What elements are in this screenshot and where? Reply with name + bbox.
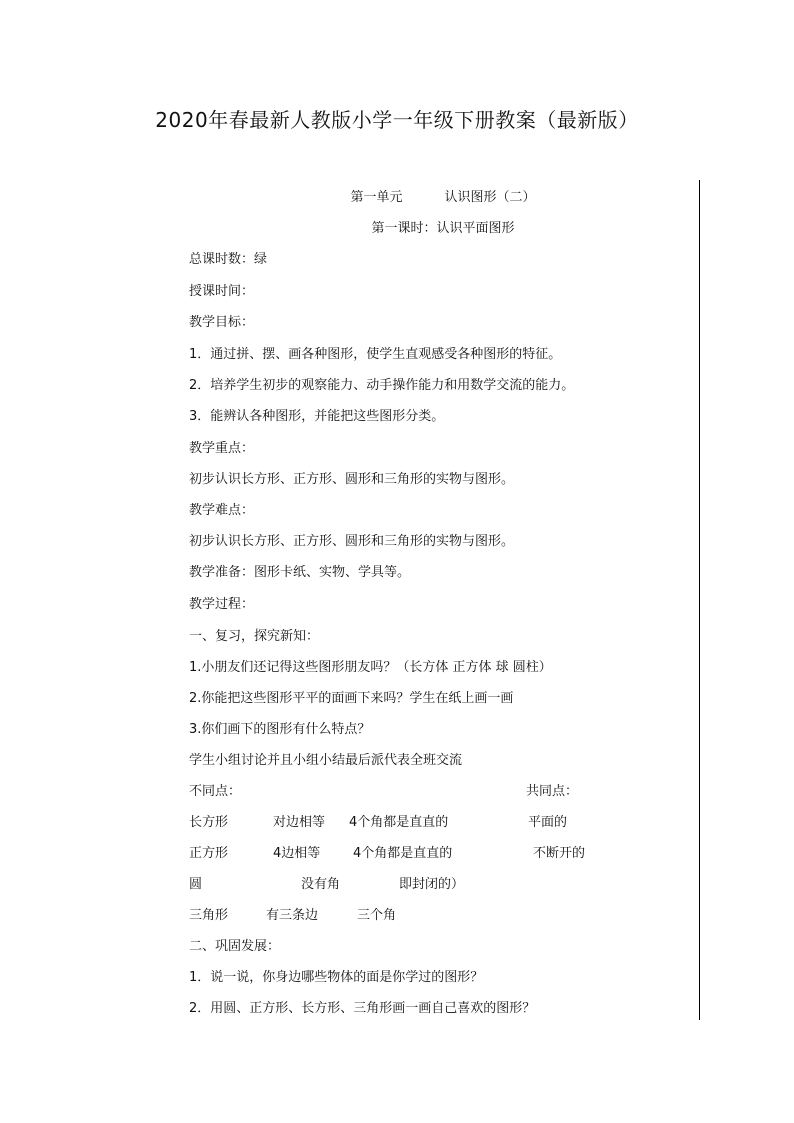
common-closed: 即封闭的） bbox=[399, 877, 465, 892]
rectangle-sides: 对边相等 bbox=[273, 815, 326, 830]
difficulties-heading: 教学难点： bbox=[189, 503, 255, 518]
class-time: 授课时间： bbox=[189, 284, 255, 299]
square-sides: 4边相等 bbox=[273, 846, 321, 861]
common-continuous: 不断开的 bbox=[533, 846, 586, 861]
process-step: 2.你能把这些图形平平的面画下来吗？学生在纸上画一画 bbox=[189, 691, 514, 706]
total-lessons: 总课时数：绿 bbox=[189, 252, 268, 267]
process-step: 3.你们画下的图形有什么特点？ bbox=[189, 722, 371, 737]
process-heading: 教学过程： bbox=[189, 597, 255, 612]
rectangle-name: 长方形 bbox=[189, 815, 229, 830]
goals-heading: 教学目标： bbox=[189, 315, 255, 330]
practice-item: 1．说一说，你身边哪些物体的面是你学过的图形？ bbox=[189, 970, 484, 985]
square-name: 正方形 bbox=[189, 846, 229, 861]
section-heading: 一、复习，探究新知： bbox=[189, 629, 320, 644]
lesson-heading: 第一课时：认识平面图形 bbox=[371, 221, 515, 236]
differences-label: 不同点： bbox=[189, 784, 242, 799]
unit-heading bbox=[187, 186, 699, 205]
goal-item: 2．培养学生初步的观察能力、动手操作能力和用数学交流的能力。 bbox=[189, 378, 575, 393]
document-title: 2020年春最新人教版小学一年级下册教案（最新版） bbox=[155, 108, 639, 132]
practice-item: 2．用圆、正方形、长方形、三角形画一画自己喜欢的图形？ bbox=[189, 1001, 536, 1016]
preparation-text: 教学准备：图形卡纸、实物、学具等。 bbox=[189, 565, 411, 580]
triangle-angles: 三个角 bbox=[357, 908, 397, 923]
section-heading: 二、巩固发展： bbox=[189, 939, 281, 954]
common-flat: 平面的 bbox=[528, 815, 568, 830]
unit-name: 第一单元 bbox=[350, 190, 403, 205]
key-points-heading: 教学重点： bbox=[189, 441, 255, 456]
goal-item: 1．通过拼、摆、画各种图形，使学生直观感受各种图形的特征。 bbox=[189, 347, 562, 362]
process-step: 1.小朋友们还记得这些图形朋友吗？（长方体 正方体 球 圆柱） bbox=[189, 660, 552, 675]
triangle-sides: 有三条边 bbox=[266, 908, 319, 923]
unit-topic: 认识图形（二） bbox=[444, 190, 536, 205]
difficulties-text: 初步认识长方形、正方形、圆形和三角形的实物与图形。 bbox=[189, 534, 515, 549]
circle-angles: 没有角 bbox=[301, 877, 341, 892]
goal-item: 3．能辨认各种图形，并能把这些图形分类。 bbox=[189, 409, 445, 424]
triangle-name: 三角形 bbox=[189, 908, 229, 923]
circle-name: 圆 bbox=[189, 877, 203, 892]
rectangle-angles: 4个角都是直直的 bbox=[349, 815, 449, 830]
square-angles: 4个角都是直直的 bbox=[353, 846, 453, 861]
key-points-text: 初步认识长方形、正方形、圆形和三角形的实物与图形。 bbox=[189, 472, 515, 487]
margin-line bbox=[699, 180, 700, 1020]
commonalities-label: 共同点： bbox=[526, 784, 579, 799]
discussion-text: 学生小组讨论并且小组小结最后派代表全班交流 bbox=[189, 753, 463, 768]
